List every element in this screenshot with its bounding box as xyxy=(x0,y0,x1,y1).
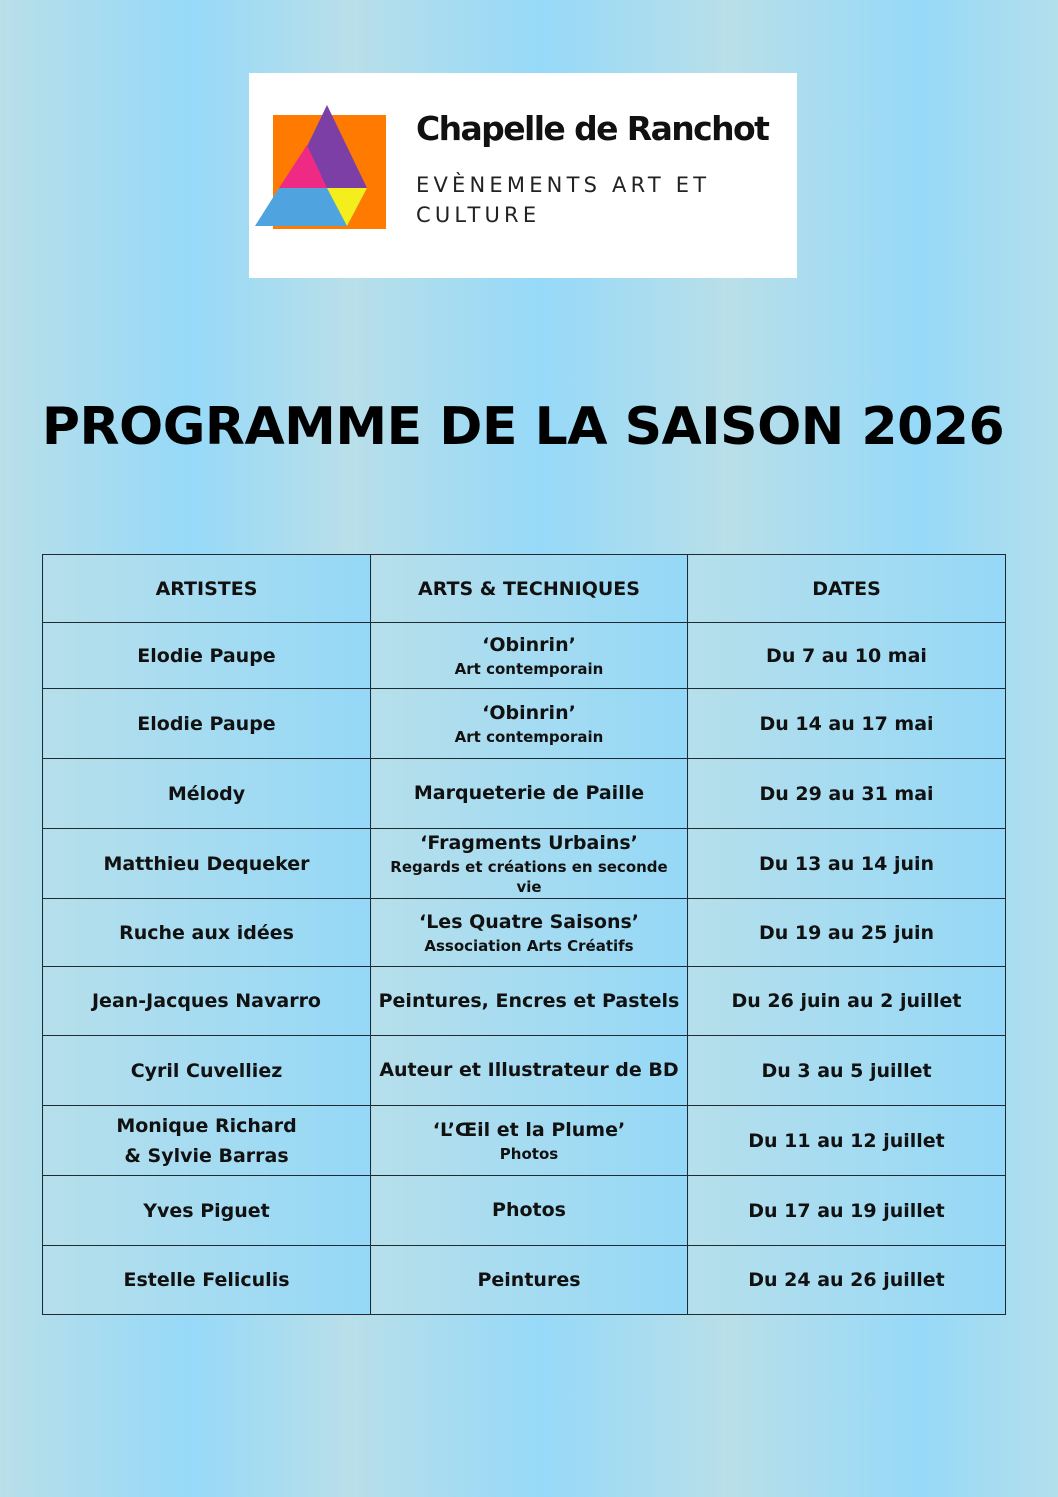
logo-tagline-line1: EVÈNEMENTS ART ET xyxy=(416,173,711,197)
technique-cell xyxy=(371,1246,688,1315)
technique-title: ‘L’Œil et la Plume’ xyxy=(432,1119,626,1141)
technique-title: ‘Obinrin’ xyxy=(482,634,576,656)
artist-name: Monique Richard xyxy=(116,1114,297,1137)
dates-cell: Du 17 au 19 juillet xyxy=(688,1176,1006,1246)
artist-name: Matthieu Dequeker xyxy=(103,852,310,875)
artist-name: Estelle Feliculis xyxy=(123,1269,290,1291)
artist-cell xyxy=(43,967,371,1036)
artist-name: Elodie Paupe xyxy=(137,712,276,735)
dates-cell: Du 26 juin au 2 juillet xyxy=(688,967,1006,1036)
technique-subtitle: Regards et créations en seconde vie xyxy=(390,858,668,896)
dates-cell: Du 13 au 14 juin xyxy=(688,829,1006,899)
table-row xyxy=(43,1036,1006,1106)
artist-cell xyxy=(43,1036,371,1106)
artist-name: Yves Piguet xyxy=(143,1199,270,1222)
artist-name: Elodie Paupe xyxy=(137,644,276,667)
dates-cell: Du 19 au 25 juin xyxy=(688,899,1006,967)
logo-banner xyxy=(249,73,797,278)
table-row xyxy=(43,899,1006,967)
logo-tagline-line2: CULTURE xyxy=(416,203,541,227)
artist-cell xyxy=(43,899,371,967)
dates-cell: Du 11 au 12 juillet xyxy=(688,1106,1006,1176)
artist-name: Mélody xyxy=(167,782,246,805)
technique-cell xyxy=(371,967,688,1036)
technique-title: Marqueterie de Paille xyxy=(413,782,645,804)
technique-cell xyxy=(371,1176,688,1246)
table-header-row xyxy=(43,555,1006,623)
artist-cell xyxy=(43,689,371,759)
technique-cell xyxy=(371,759,688,829)
technique-cell xyxy=(371,1036,688,1106)
table-row xyxy=(43,829,1006,899)
dates-cell: Du 14 au 17 mai xyxy=(688,689,1006,759)
technique-title: ‘Les Quatre Saisons’ xyxy=(418,911,640,933)
header-dates: DATES xyxy=(688,555,1006,623)
table-row xyxy=(43,967,1006,1036)
technique-subtitle: Art contemporain xyxy=(454,660,604,678)
table-body xyxy=(43,623,1006,1315)
table-row xyxy=(43,623,1006,689)
logo-tagline xyxy=(416,170,716,230)
artist-cell xyxy=(43,1246,371,1315)
artist-cell xyxy=(43,623,371,689)
artist-name: Jean-Jacques Navarro xyxy=(91,990,321,1012)
technique-title: Peintures xyxy=(477,1268,581,1291)
technique-title: Photos xyxy=(492,1199,566,1221)
technique-cell xyxy=(371,829,688,899)
technique-subtitle: Association Arts Créatifs xyxy=(424,937,634,955)
artist-name: Cyril Cuvelliez xyxy=(130,1059,283,1082)
table-row xyxy=(43,1246,1006,1315)
technique-title: Auteur et Illustrateur de BD xyxy=(379,1059,679,1081)
triangle-square-logo-icon xyxy=(255,105,389,229)
dates-cell: Du 24 au 26 juillet xyxy=(688,1246,1006,1315)
page-title: PROGRAMME DE LA SAISON 2026 xyxy=(41,397,1005,457)
header-artistes: ARTISTES xyxy=(43,555,371,623)
logo-name: Chapelle de Ranchot xyxy=(416,109,769,148)
artist-cell xyxy=(43,759,371,829)
technique-title: ‘Obinrin’ xyxy=(482,702,576,724)
table-row xyxy=(43,689,1006,759)
artist-name: Ruche aux idées xyxy=(119,921,294,944)
technique-cell xyxy=(371,899,688,967)
programme-table xyxy=(42,554,1006,1315)
table-row xyxy=(43,1176,1006,1246)
technique-cell xyxy=(371,1106,688,1176)
dates-cell: Du 7 au 10 mai xyxy=(688,623,1006,689)
artist-cell xyxy=(43,1106,371,1176)
technique-title: Peintures, Encres et Pastels xyxy=(378,989,680,1012)
artist-cell xyxy=(43,829,371,899)
technique-cell xyxy=(371,623,688,689)
table-row xyxy=(43,1106,1006,1176)
header-arts-techniques: ARTS & TECHNIQUES xyxy=(371,555,688,623)
table-row xyxy=(43,759,1006,829)
artist-name: & Sylvie Barras xyxy=(124,1144,289,1167)
technique-subtitle: Art contemporain xyxy=(454,728,604,746)
dates-cell: Du 29 au 31 mai xyxy=(688,759,1006,829)
artist-cell xyxy=(43,1176,371,1246)
technique-cell xyxy=(371,689,688,759)
dates-cell: Du 3 au 5 juillet xyxy=(688,1036,1006,1106)
technique-subtitle: Photos xyxy=(499,1145,559,1163)
technique-title: ‘Fragments Urbains’ xyxy=(420,832,638,854)
